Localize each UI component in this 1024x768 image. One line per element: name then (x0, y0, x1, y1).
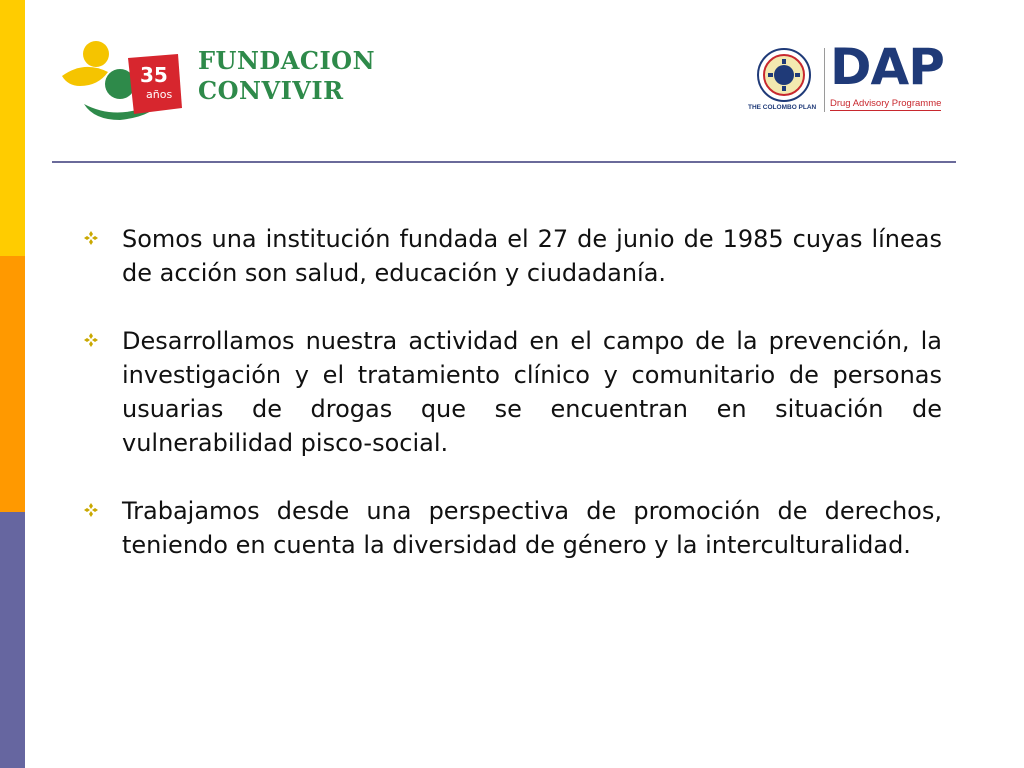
fundacion-convivir-wordmark (198, 46, 375, 106)
diamond-bullet-icon (84, 333, 98, 347)
diamond-bullet-icon (84, 231, 98, 245)
colombo-plan-label: THE COLOMBO PLAN (748, 104, 817, 111)
dap-acronym: DAP (830, 38, 944, 96)
side-bar-yellow (0, 0, 25, 256)
bullet-text: Trabajamos desde una perspectiva de promoción de derechos, teniendo en cuenta la diversidad de género y la interculturalidad. (122, 497, 942, 559)
diamond-bullet-icon (84, 503, 98, 517)
colombo-plan-gear-icon (754, 46, 814, 104)
convivir-emblem-icon (58, 36, 198, 126)
fundacion-label: FUNDACION (198, 46, 376, 75)
bullet-list (80, 222, 942, 596)
bullet-text: Somos una institución fundada el 27 de junio de 1985 cuyas líneas de acción son salud, educación y ciudadanía. (122, 225, 942, 287)
side-bar-purple (0, 512, 25, 768)
bullet-item (80, 222, 942, 290)
header-divider (52, 161, 956, 163)
dap-subtitle: Drug Advisory Programme (830, 98, 942, 109)
svg-text:35: 35 (140, 63, 168, 87)
bullet-text: Desarrollamos nuestra actividad en el campo de la prevención, la investigación y el tratamiento clínico y comunitario de personas usuarias de drogas que se encuentran en situación de vulnerabilidad pisco-social. (122, 327, 942, 457)
fundacion-convivir-logo (58, 36, 378, 126)
dap-logo (748, 38, 948, 116)
dap-divider (824, 48, 825, 112)
svg-text:años: años (146, 88, 173, 101)
bullet-item (80, 494, 942, 562)
side-bar-orange (0, 256, 25, 512)
bullet-item (80, 324, 942, 460)
convivir-label: CONVIVIR (198, 76, 344, 105)
